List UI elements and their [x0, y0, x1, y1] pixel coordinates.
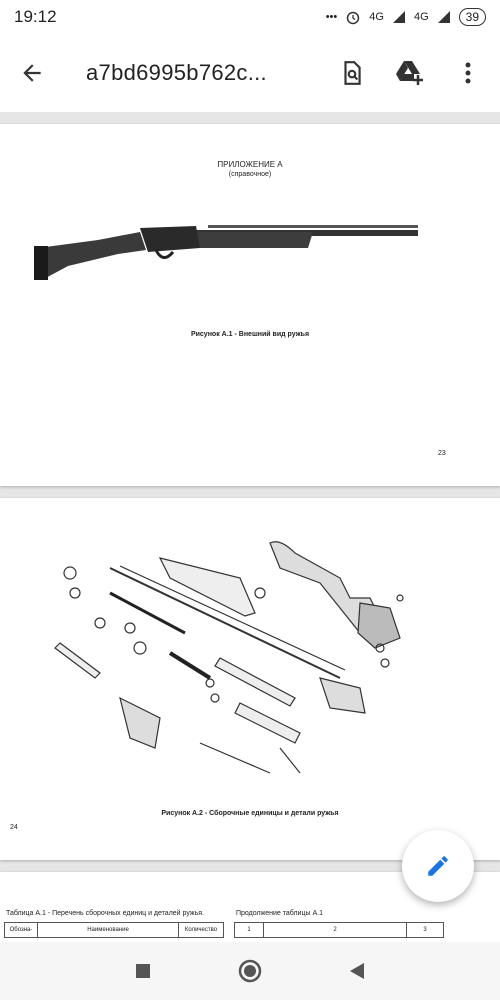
- back-nav-button[interactable]: [341, 955, 373, 987]
- figure-a1-caption: Рисунок А.1 - Внешний вид ружья: [190, 331, 310, 338]
- table-a1: [4, 922, 224, 938]
- page-number-24: 24: [10, 824, 18, 831]
- table-header-cell: 3: [407, 923, 444, 938]
- figure-a2-caption: Рисунок А.2 - Сборочные единицы и детали ружья: [161, 810, 339, 817]
- search-doc-icon: [339, 60, 365, 86]
- network-1: 4G: [369, 11, 384, 23]
- table-a1-continued: [234, 922, 444, 938]
- network-2: 4G: [413, 11, 429, 23]
- table-header-cell: Наименование: [38, 923, 179, 938]
- table-a1-title: Таблица А.1 - Перечень сборочных единиц и деталей ружья.: [6, 910, 204, 917]
- nav-back-icon: [349, 962, 365, 980]
- status-bar: [0, 0, 500, 34]
- signal-icon-2: [437, 10, 451, 24]
- more-dots-icon: •••: [325, 11, 338, 23]
- nav-home-icon: [238, 959, 262, 983]
- appendix-subheading: (справочное): [228, 171, 272, 178]
- appendix-heading: ПРИЛОЖЕНИЕ А: [217, 160, 283, 169]
- status-time: 19:12: [14, 7, 57, 26]
- app-bar: [0, 34, 500, 112]
- back-button[interactable]: [16, 57, 48, 89]
- home-button[interactable]: [234, 955, 266, 987]
- alarm-icon: [345, 9, 361, 25]
- drive-add-icon: [395, 59, 425, 87]
- signal-icon: [392, 10, 406, 24]
- table-header-cell: Количество: [179, 923, 224, 938]
- more-options-button[interactable]: [452, 57, 484, 89]
- document-page-2[interactable]: [0, 498, 500, 860]
- table-a1-continued-title: Продолжение таблицы А.1: [236, 910, 323, 917]
- table-row: [5, 923, 224, 938]
- edit-fab-button[interactable]: [402, 830, 474, 902]
- document-page-1[interactable]: [0, 124, 500, 486]
- edit-pencil-icon: [425, 853, 451, 879]
- shotgun-illustration: [28, 210, 423, 290]
- document-title: a7bd6995b762c...: [86, 60, 267, 85]
- more-vert-icon: [464, 61, 472, 85]
- battery-indicator: 39: [459, 8, 486, 26]
- table-header-cell: Обозна-: [5, 923, 38, 938]
- system-navigation-bar: [0, 942, 500, 1000]
- table-header-cell: 2: [264, 923, 407, 938]
- recent-apps-button[interactable]: [127, 955, 159, 987]
- add-to-drive-button[interactable]: [394, 57, 426, 89]
- exploded-parts-diagram: [40, 538, 430, 788]
- nav-stop-icon: [135, 963, 151, 979]
- page-number-23: 23: [438, 450, 446, 457]
- table-header-cell: 1: [235, 923, 264, 938]
- arrow-back-icon: [19, 60, 45, 86]
- table-row: [235, 923, 444, 938]
- find-in-document-button[interactable]: [336, 57, 368, 89]
- status-icons: [326, 8, 486, 26]
